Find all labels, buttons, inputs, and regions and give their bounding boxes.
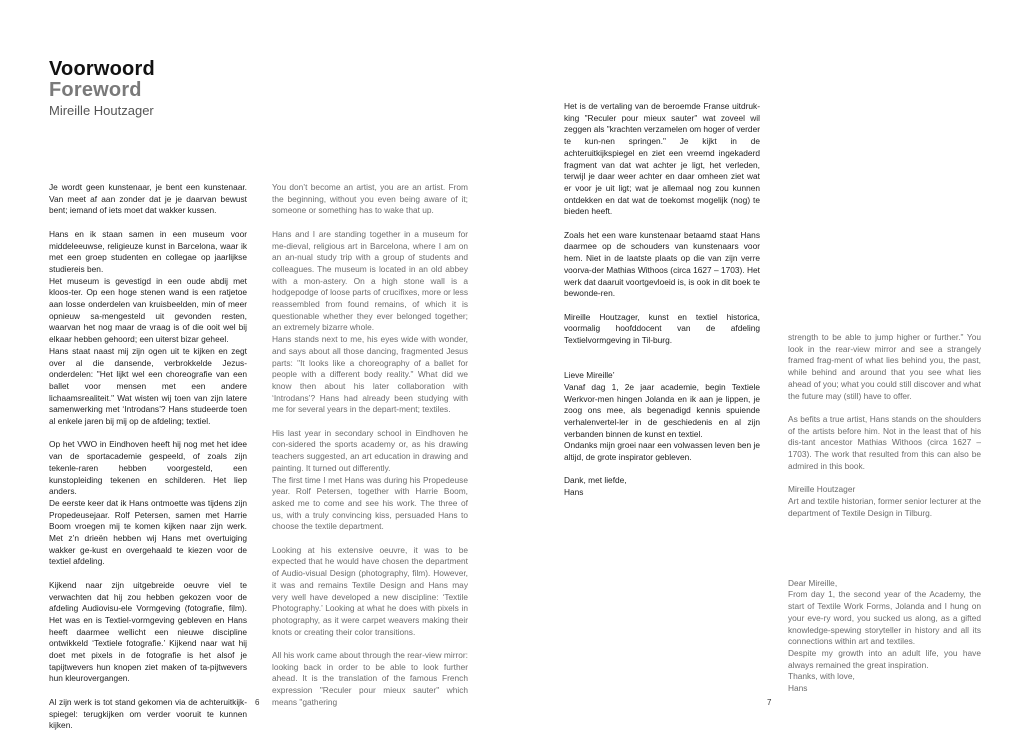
paragraph: Looking at his extensive oeuvre, it was to be expected that he would have chosen the department of Audio-visual Design (photography, film). However, it was and remains Textile Design and Hans may very well have developed a new discipline: ‘Textile Photography.’ Looking at what he does with pixels in photography, as it were carpet weavers making their knots or creating their color transitions. bbox=[272, 544, 468, 637]
page-number-right: 7 bbox=[767, 698, 772, 707]
paragraph: strength to be able to jump higher or further." You look in the rear-view mirror and see a strangely framed frag-ment of what lies behind you, the past, while behind and around that you see what lies ahead of you; what you could still discover and what the future may (still) have to offer. bbox=[788, 332, 981, 401]
paragraph: Zoals het een ware kunstenaar betaamd staat Hans daarmee op de schouders van kunstenaars voor hem. Niet in de laatste plaats op die van zijn verre voorva-der Mathias Withoos (circa 1627 – 1703). Het werk dat daaruit voortgevloeid is, is ook in dit boek te bewonde-ren. bbox=[564, 229, 760, 299]
paragraph: All his work came about through the rear-view mirror: looking back in order to be able to look further ahead. It is the translation of the famous French expression "Reculer pour mieux sauter" which means "gathering bbox=[272, 650, 468, 707]
paragraph: Despite my growth into an adult life, you have always remained the great inspiration. bbox=[788, 647, 981, 670]
column-dutch-right bbox=[564, 101, 760, 499]
paragraph: Op het VWO in Eindhoven heeft hij nog met het idee van de sportacademie gespeeld, of zoals zijn tekenle-raren hebben voorgesteld, een kunstopleiding tekenen en schilderen. Het liep anders. bbox=[49, 439, 247, 497]
paragraph: Hans en ik staan samen in een museum voor middeleeuwse, religieuze kunst in Barcelona, waar ik met een groep studenten en collegae op jaarlijkse studiereis ben. bbox=[49, 228, 247, 274]
title-dutch: Voorwoord bbox=[49, 58, 155, 80]
paragraph: Hans bbox=[788, 683, 808, 694]
paragraph: Het museum is gevestigd in een oude abdij met kloos-ter. Op een hoge stenen wand is een ratjetoe aan losse onderdelen van kruisbeelden, min of meer opnieuw sa-mengesteld uit gevonden resten, waarvan het nog maar de vraag is of die ooit wel bij elkaar hebben gehoord; een uiterst bizar geheel. bbox=[49, 275, 247, 345]
paragraph: You don’t become an artist, you are an artist. From the beginning, without you even being aware of it; someone or something has to wake that up. bbox=[272, 182, 468, 216]
column-english-right bbox=[788, 332, 981, 695]
page-number-left: 6 bbox=[255, 698, 260, 707]
paragraph: Dank, met liefde, bbox=[564, 475, 627, 486]
column-english-left bbox=[272, 182, 468, 720]
author-name: Mireille Houtzager bbox=[49, 103, 154, 118]
paragraph: Hans and I are standing together in a museum for me-dieval, religious art in Barcelona, where I am on an an-nual study trip with a group of students and colleagues. The museum is located in an old abbey with a mon-astery. On a high stone wall is a hodgepodge of loose parts of crucifixes, more or less reassembled from found remains, of which it is questionable whether they ever belonged together; an extremely bizarre whole. bbox=[272, 228, 468, 333]
paragraph: Vanaf dag 1, 2e jaar academie, begin Textiele Werkvor-men hingen Jolanda en ik aan je lippen, je zoog ons mee, als begenadigd kennis spuiende verhalenvertel-ler in de geschiedenis en al zijn verbanden binnen de kunst en textiel. bbox=[564, 381, 760, 439]
paragraph: Het is de vertaling van de beroemde Franse uitdruk-king "Reculer pour mieux sauter" wat zoveel wil zeggen als "krachten verzamelen om hoger of verder te kun-nen springen." Je kijkt in de achteruitkijkspiegel en ziet een vreemd ingekaderd fragment van dat wat achter je ligt, het verleden, terwijl je daar weer achter en daar omheen ziet wat er voor je uit ligt; wat je allemaal nog zou kunnen ontdekken en dat wat de toekomst mogelijk (nog) te bieden heeft. bbox=[564, 101, 760, 217]
paragraph: As befits a true artist, Hans stands on the shoulders of the artists before him. Not in the least that of his dis-tant ancestor Mathias Withoos (circa 1627 – 1703). The work that resulted from this can also be admired in this book. bbox=[788, 413, 981, 471]
paragraph: His last year in secondary school in Eindhoven he con-sidered the sports academy or, as his drawing teachers suggested, an art education in drawing and painting. It turned out differently. bbox=[272, 427, 468, 473]
paragraph: Mireille Houtzager, kunst en textiel historica, voormalig hoofddocent van de afdeling Textielvormgeving in Til-burg. bbox=[564, 311, 760, 346]
paragraph: Dear Mireille, bbox=[788, 577, 838, 588]
paragraph: Mireille Houtzager bbox=[788, 484, 856, 495]
paragraph: The first time I met Hans was during his Propedeuse year. Rolf Petersen, together with Harrie Boom, asked me to come and see his work. The three of us, with a truly convincing kiss, persuaded Hans to choose the textile department. bbox=[272, 474, 468, 532]
paragraph: Hans staat naast mij zijn ogen uit te kijken en zegt over al die dansende, verbrokkelde Jezus-onderdelen: "Het lijkt wel een choreografie van een ballet voor mensen met een andere lichaamsrealiteit." Wat wisten wij toen van zijn latere samenwerking met ‘Introdans’? Hans studeerde toen al enkele jaren bij mij op de afdeling; textiel. bbox=[49, 345, 247, 427]
title-english: Foreword bbox=[49, 79, 142, 101]
paragraph: Kijkend naar zijn uitgebreide oeuvre viel te verwachten dat hij zou hebben gekozen voor de afdeling Audiovisu-ele Vormgeving (fotografie, film). Het was en is Textiel-vormgeving gebleven en Hans heeft daarmee wellicht een nieuwe discipline ontwikkeld ‘Textiele fotografie.’ Kijkend naar wat hij doet met pixels in de fotografie is het alsof je tapijtwevers hun knopen ziet maken of ta-pijtwevers hun kleurovergangen. bbox=[49, 579, 247, 684]
paragraph: Al zijn werk is tot stand gekomen via de achteruitkijk-spiegel: terugkijken om verder vooruit te kunnen kijken. bbox=[49, 696, 247, 731]
paragraph: From day 1, the second year of the Academy, the start of Textile Work Forms, Jolanda and I hung on your eve-ry word, you sucked us along, as a gifted knowledge-spewing storyteller in history and all its connections within art and textiles. bbox=[788, 589, 981, 647]
paragraph: Art and textile historian, former senior lecturer at the department of Textile Design in Tilburg. bbox=[788, 495, 981, 518]
paragraph: Ondanks mijn groei naar een volwassen leven ben je altijd, de grote inspirator gebleven. bbox=[564, 440, 760, 463]
paragraph: Je wordt geen kunstenaar, je bent een kunstenaar. Van meet af aan zonder dat je je daarvan bewust bent; iemand of iets moet dat wakker kussen. bbox=[49, 182, 247, 216]
paragraph: De eerste keer dat ik Hans ontmoette was tijdens zijn Propedeusejaar. Rolf Petersen, samen met Harrie Boom vroegen mij te komen kijken naar zijn werk. Met z’n drieën hebben wij Hans met overtuiging wakker ge-kust en overgehaald te kiezen voor de textiel afdeling. bbox=[49, 497, 247, 567]
column-dutch-left bbox=[49, 182, 247, 744]
paragraph: Hans stands next to me, his eyes wide with wonder, and says about all those dancing, fragmented Jesus parts: "It looks like a choreography of a ballet for people with a different body reality." What did we know then about his later collaboration with ‘Introdans’? Hans had already been studying with me for several years in the depart-ment; textiles. bbox=[272, 334, 468, 415]
paragraph: Lieve Mireille’ bbox=[564, 370, 615, 381]
paragraph: Hans bbox=[564, 487, 584, 498]
foreword-heading bbox=[49, 59, 155, 119]
paragraph: Thanks, with love, bbox=[788, 671, 855, 682]
